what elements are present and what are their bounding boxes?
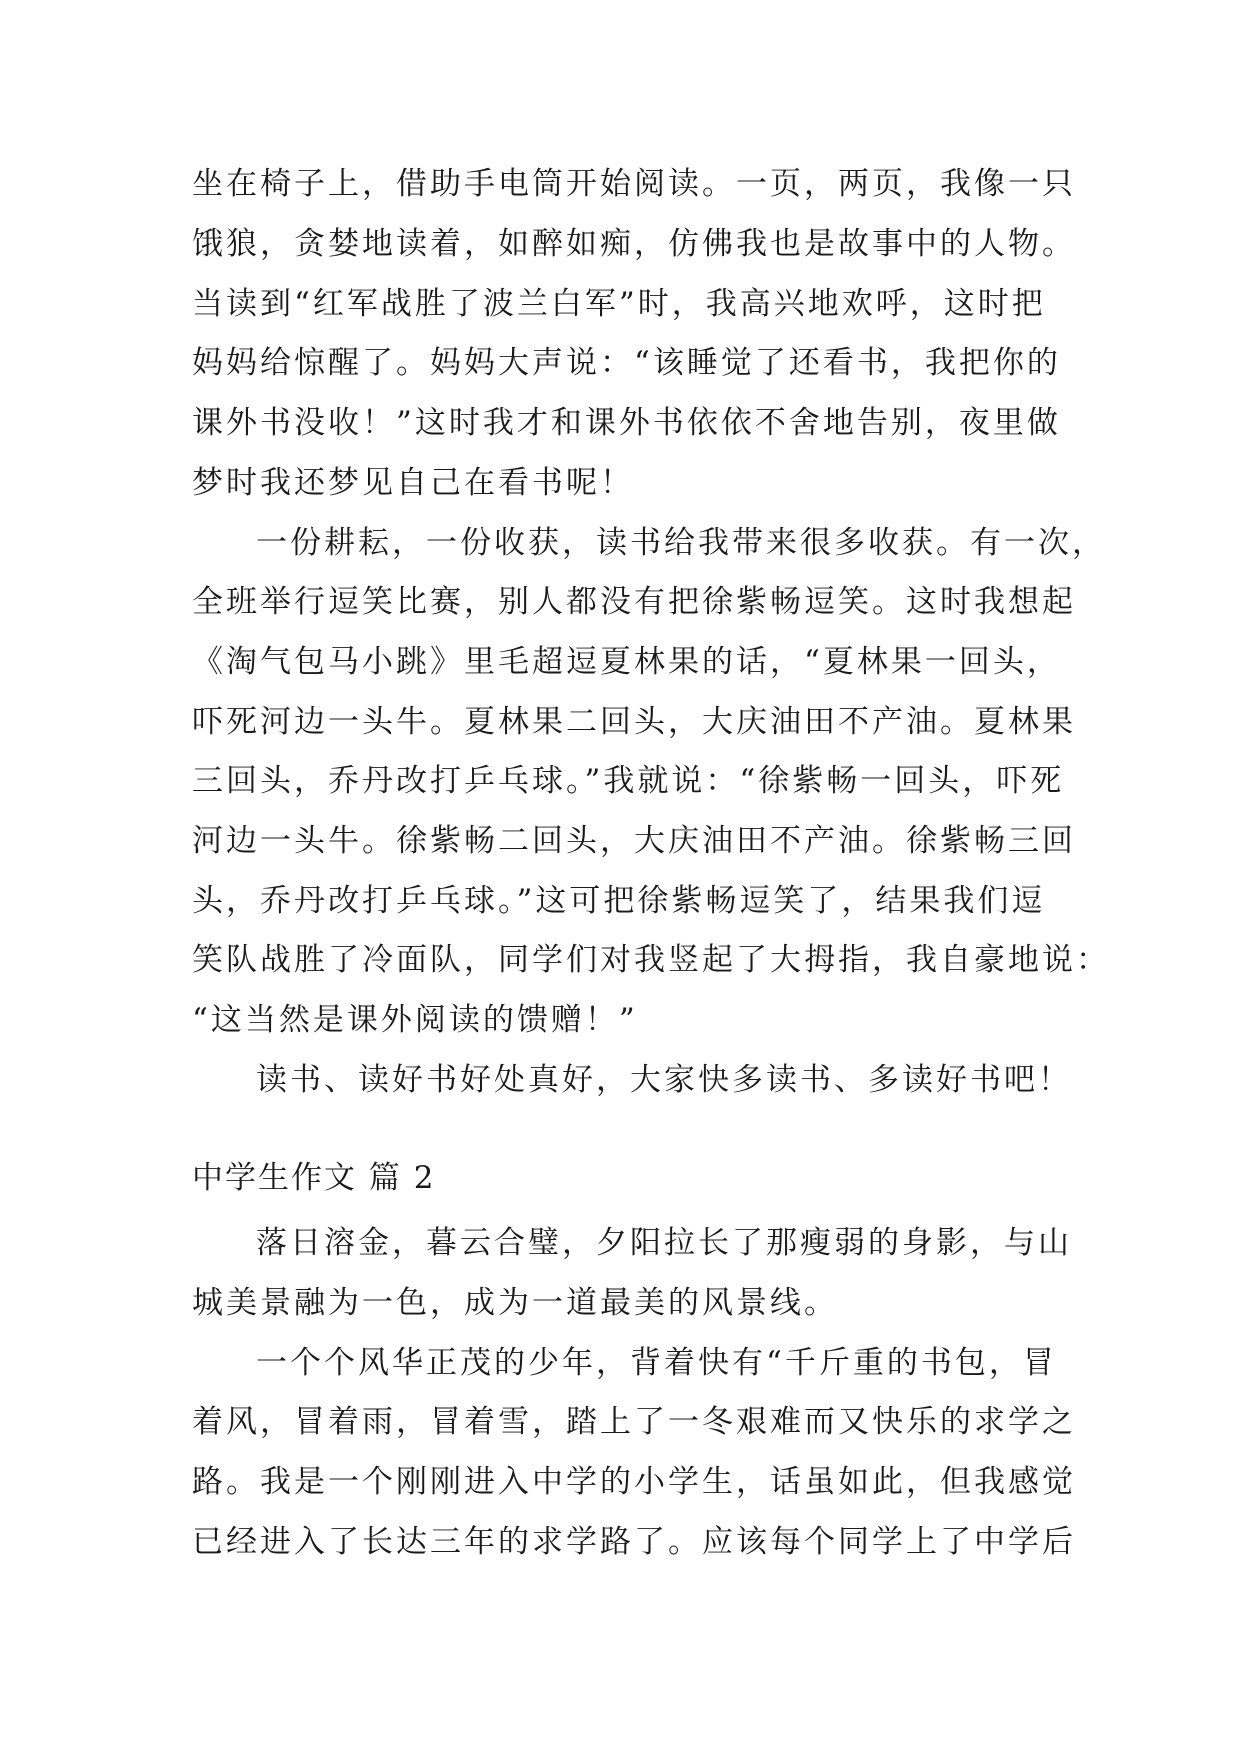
paragraph-line: 吓死河边一头牛。夏林果二回头，大庆油田不产油。夏林果 bbox=[192, 704, 1076, 740]
paragraph-line: 路。我是一个刚刚进入中学的小学生，话虽如此，但我感觉 bbox=[192, 1464, 1076, 1500]
paragraph-line: 一份耕耘，一份收获，读书给我带来很多收获。有一次， bbox=[256, 525, 1106, 561]
paragraph-line: 一个个风华正茂的少年，背着快有“千斤重的书包，冒 bbox=[256, 1345, 1057, 1381]
paragraph-line: 河边一头牛。徐紫畅二回头，大庆油田不产油。徐紫畅三回 bbox=[192, 823, 1076, 859]
paragraph-line: 饿狼，贪婪地读着，如醉如痴，仿佛我也是故事中的人物。 bbox=[192, 226, 1076, 262]
paragraph-line: 《淘气包马小跳》里毛超逗夏林果的话，“夏林果一回头， bbox=[192, 644, 1061, 680]
paragraph-line: 读书、读好书好处真好，大家快多读书、多读好书吧！ bbox=[256, 1062, 1072, 1098]
paragraph-line: 坐在椅子上，借助手电筒开始阅读。一页，两页，我像一只 bbox=[192, 166, 1076, 202]
paragraph-line: 全班举行逗笑比赛，别人都没有把徐紫畅逗笑。这时我想起 bbox=[192, 584, 1076, 620]
paragraph-line: “这当然是课外阅读的馈赠！” bbox=[192, 1002, 638, 1038]
paragraph-line: 妈妈给惊醒了。妈妈大声说：“该睡觉了还看书，我把你的 bbox=[192, 345, 1061, 381]
paragraph-line: 头，乔丹改打乒乓球。”这可把徐紫畅逗笑了，结果我们逗 bbox=[192, 883, 1046, 919]
paragraph-line: 城美景融为一色，成为一道最美的风景线。 bbox=[192, 1285, 838, 1321]
paragraph-line: 当读到“红军战胜了波兰白军”时，我高兴地欢呼，这时把 bbox=[192, 286, 1046, 322]
paragraph-line: 落日溶金，暮云合璧，夕阳拉长了那瘦弱的身影，与山 bbox=[256, 1225, 1072, 1261]
paragraph-line: 已经进入了长达三年的求学路了。应该每个同学上了中学后 bbox=[192, 1524, 1076, 1560]
section-heading: 中学生作文 篇 2 bbox=[192, 1160, 436, 1196]
paragraph-line: 三回头，乔丹改打乒乓球。”我就说：“徐紫畅一回头，吓死 bbox=[192, 763, 1065, 799]
paragraph-line: 着风，冒着雨，冒着雪，踏上了一冬艰难而又快乐的求学之 bbox=[192, 1404, 1076, 1440]
paragraph-line: 课外书没收！”这时我才和课外书依依不舍地告别，夜里做 bbox=[192, 405, 1061, 441]
paragraph-line: 梦时我还梦见自己在看书呢！ bbox=[192, 465, 634, 501]
paragraph-line: 笑队战胜了冷面队，同学们对我竖起了大拇指，我自豪地说： bbox=[192, 942, 1110, 978]
